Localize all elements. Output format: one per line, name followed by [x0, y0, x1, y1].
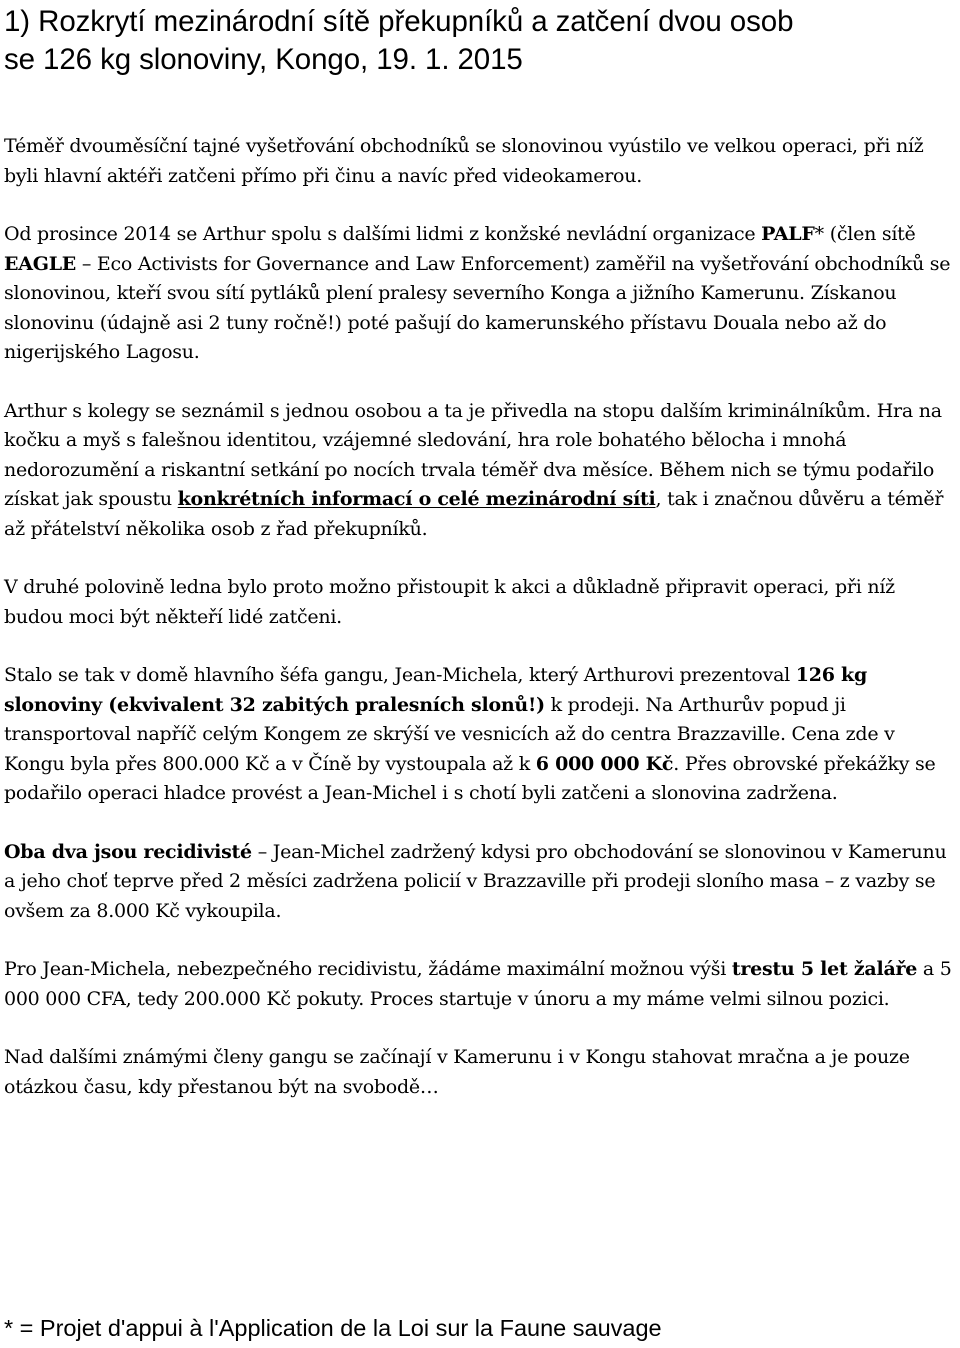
- paragraph-operation: V druhé polovině ledna bylo proto možno přistoupit k akci a důkladně připravit operaci, při níž budou moci být někteří lidé zatčeni.: [4, 576, 895, 628]
- title-line-1: 1) Rozkrytí mezinárodní sítě překupníků a zatčení dvou osob: [4, 5, 794, 38]
- paragraph-arrest: Stalo se tak v domě hlavního šéfa gangu, Jean-Michela, který Arthurovi prezentoval 126 kg slonoviny (ekvivalent 32 zabitých pralesních slonů!) k prodeji. Na Arthurův popud ji transportoval napříč celým Kongem ze skrýší ve vesnicích až do centra Brazzaville. Cena zde v Kongu byla přes 800.000 Kč a v Číně by vystoupala až k 6 000 000 Kč. Přes obrovské překážky se podařilo operaci hladce provést a Jean-Michel i s chotí byli zatčeni a slonovina zadržena.: [4, 664, 936, 804]
- title-line-2: se 126 kg slonoviny, Kongo, 19. 1. 2015: [4, 43, 523, 76]
- ivory-amount-bold: 126 kg slonoviny (ekvivalent 32 zabitých pralesních slonů!): [4, 664, 867, 716]
- document-page: [4, 0, 956, 1102]
- price-bold: 6 000 000 Kč: [535, 752, 674, 775]
- paragraph-sentence: Pro Jean-Michela, nebezpečného recidivistu, žádáme maximální možnou výši trestu 5 let žaláře a 5 000 000 CFA, tedy 200.000 Kč pokuty. Proces startuje v únoru a my máme velmi silnou pozici.: [4, 958, 952, 1010]
- footnote: * = Projet d'appui à l'Application de la Loi sur la Faune sauvage: [4, 1315, 662, 1341]
- intro-paragraph: Téměř dvouměsíční tajné vyšetřování obchodníků se slonovinou vyústilo ve velkou operaci, při níž byli hlavní aktéři zatčeni přímo při činu a navíc před videokamerou.: [4, 135, 924, 187]
- recidivists-bold: Oba dva jsou recidivisté: [4, 840, 252, 863]
- sentence-bold: trestu 5 let žaláře: [731, 958, 918, 980]
- palf-bold: PALF: [761, 223, 815, 245]
- paragraph-outlook: Nad dalšími známými členy gangu se začínají v Kamerunu i v Kongu stahovat mračna a je pouze otázkou času, kdy přestanou být na svobodě…: [4, 1046, 910, 1098]
- eagle-bold: EAGLE: [4, 252, 77, 275]
- network-info-emphasis: konkrétních informací o celé mezinárodní síti: [177, 488, 656, 510]
- page-title: [4, 3, 956, 79]
- paragraph-recidivists: Oba dva jsou recidivisté – Jean-Michel zadržený kdysi pro obchodování se slonovinou v Kamerunu a jeho choť teprve před 2 měsíci zadržena policií v Brazzaville při prodeji sloního masa – z vazby se ovšem za 8.000 Kč vykoupila.: [4, 840, 947, 922]
- paragraph-investigation: Arthur s kolegy se seznámil s jednou osobou a ta je přivedla na stopu dalším kriminálníkům. Hra na kočku a myš s falešnou identitou, vzájemné sledování, hra role bohatého bělocha i mnohá nedorozumění a riskantní setkání po nocích trvala téměř dva měsíce. Během nich se týmu podařilo získat jak spoustu konkrétních informací o celé mezinárodní síti, tak i značnou důvěru a téměř až přátelství několika osob z řad překupníků.: [4, 399, 944, 540]
- paragraph-palf: Od prosince 2014 se Arthur spolu s dalšími lidmi z konžské nevládní organizace PALF* (člen sítě EAGLE – Eco Activists for Governance and Law Enforcement) zaměřil na vyšetřování obchodníků se slonovinou, kteří svou sítí pytláků plení pralesy severního Konga a jižního Kamerunu. Získanou slonovinu (údajně asi 2 tuny ročně!) poté pašují do kamerunského přístavu Douala nebo až do nigerijského Lagosu.: [4, 223, 951, 363]
